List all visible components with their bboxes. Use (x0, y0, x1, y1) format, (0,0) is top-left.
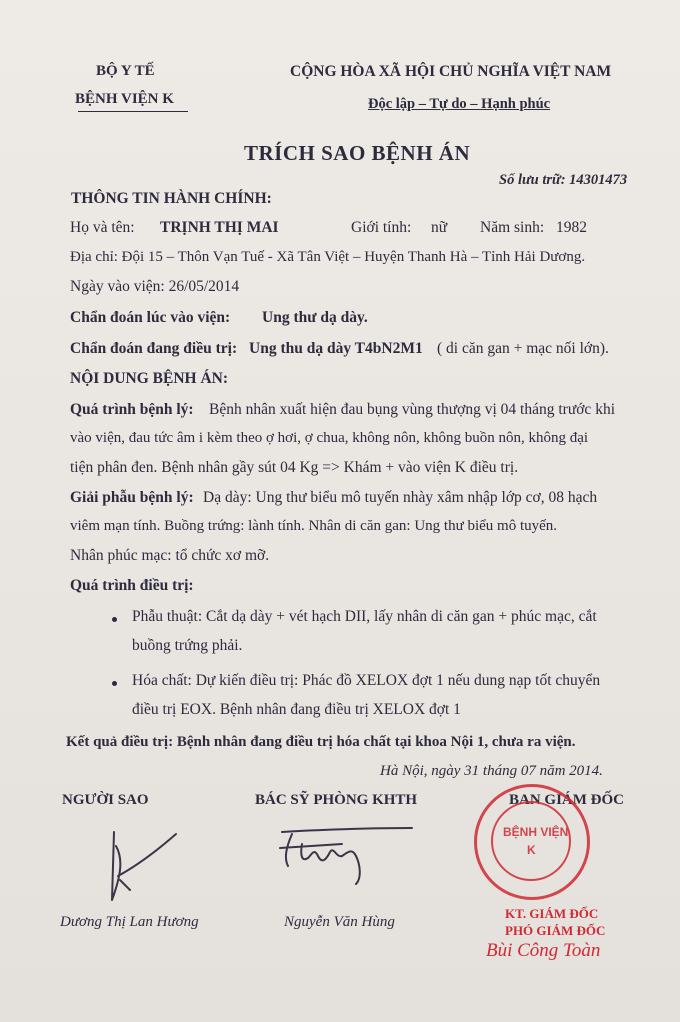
bullet-dot (112, 681, 117, 686)
history-line: Bệnh nhân xuất hiện đau bụng vùng thượng vị 04 tháng trước khi (209, 401, 615, 418)
stamp-text: K (527, 843, 536, 857)
name-label: Họ và tên: (70, 219, 135, 236)
board-title: BAN GIÁM ĐỐC (509, 792, 624, 808)
patient-name: TRỊNH THỊ MAI (160, 219, 279, 236)
board-name: Bùi Công Toàn (486, 940, 601, 961)
bullet-line: điều trị EOX. Bệnh nhân đang điều trị XELOX đợt 1 (132, 701, 461, 718)
stamp-inner-ring (491, 801, 571, 881)
bullet-line: Hóa chất: Dự kiến điều trị: Phác đồ XELOX đợt 1 nếu dung nạp tốt chuyển (132, 672, 601, 689)
admit-diagnosis-label: Chẩn đoán lúc vào viện: (70, 309, 231, 326)
result-line: Kết quả điều trị: Bệnh nhân đang điều trị hóa chất tại khoa Nội 1, chưa ra viện. (66, 734, 576, 750)
admission-date: Ngày vào viện: 26/05/2014 (70, 278, 240, 295)
birth-value: 1982 (556, 219, 587, 236)
treat-diagnosis-detail: ( di căn gan + mạc nối lớn). (437, 340, 609, 357)
doctor-signature-icon (272, 822, 422, 892)
stamp-text: BỆNH VIỆN (503, 825, 569, 839)
hospital-stamp-icon (474, 784, 590, 900)
copier-title: NGƯỜI SAO (62, 792, 149, 808)
birth-label: Năm sinh: (480, 219, 545, 236)
board-role: KT. GIÁM ĐỐC (505, 906, 599, 921)
treat-diagnosis-value: Ung thu dạ dày T4bN2M1 (249, 340, 423, 357)
date-line: Hà Nội, ngày 31 tháng 07 năm 2014. (380, 763, 603, 779)
archive-number: Số lưu trữ: 14301473 (499, 172, 628, 188)
pathology-line: viêm mạn tính. Buồng trứng: lành tính. Nhân di căn gan: Ung thư biểu mô tuyến. (70, 518, 558, 534)
pathology-line: Dạ dày: Ung thư biểu mô tuyến nhày xâm nhập lớp cơ, 08 hạch (203, 489, 598, 506)
copier-name: Dương Thị Lan Hương (60, 914, 199, 930)
ministry-name: BỘ Y TẾ (96, 63, 155, 79)
pathology-label: Giải phẫu bệnh lý: (70, 489, 194, 506)
document-title: TRÍCH SAO BỆNH ÁN (244, 141, 471, 165)
national-motto: Độc lập – Tự do – Hạnh phúc (368, 96, 551, 112)
treatment-label: Quá trình điều trị: (70, 577, 194, 594)
doctor-name: Nguyễn Văn Hùng (284, 914, 395, 930)
admin-heading: THÔNG TIN HÀNH CHÍNH: (71, 190, 272, 207)
board-role: PHÓ GIÁM ĐỐC (505, 923, 606, 938)
gender-value: nữ (431, 219, 448, 236)
doctor-title: BÁC SỸ PHÒNG KHTH (255, 792, 418, 808)
history-label: Quá trình bệnh lý: (70, 401, 194, 418)
history-line: tiện phân đen. Bệnh nhân gầy sút 04 Kg => Khám + vào viện K điều trị. (70, 459, 519, 476)
content-heading: NỘI DUNG BỆNH ÁN: (70, 370, 229, 387)
address-line: Địa chỉ: Đội 15 – Thôn Vạn Tuế - Xã Tân Việt – Huyện Thanh Hà – Tỉnh Hải Dương. (70, 249, 586, 265)
hospital-underline (78, 111, 188, 112)
treat-diagnosis-label: Chẩn đoán đang điều trị: (70, 340, 238, 357)
gender-label: Giới tính: (351, 219, 412, 236)
bullet-dot (112, 617, 117, 622)
bullet-line: buồng trứng phải. (132, 637, 243, 654)
republic-heading: CỘNG HÒA XÃ HỘI CHỦ NGHĨA VIỆT NAM (290, 63, 612, 80)
copier-signature-icon (90, 820, 190, 910)
hospital-name: BỆNH VIỆN K (75, 91, 174, 107)
pathology-line: Nhân phúc mạc: tổ chức xơ mỡ. (70, 547, 270, 564)
bullet-line: Phẫu thuật: Cắt dạ dày + vét hạch DII, lấy nhân di căn gan + phúc mạc, cắt (132, 608, 597, 625)
history-line: vào viện, đau tức âm i kèm theo ợ hơi, ợ chua, không nôn, không buồn nôn, không đại (70, 430, 589, 446)
admit-diagnosis-value: Ung thư dạ dày. (262, 309, 368, 326)
